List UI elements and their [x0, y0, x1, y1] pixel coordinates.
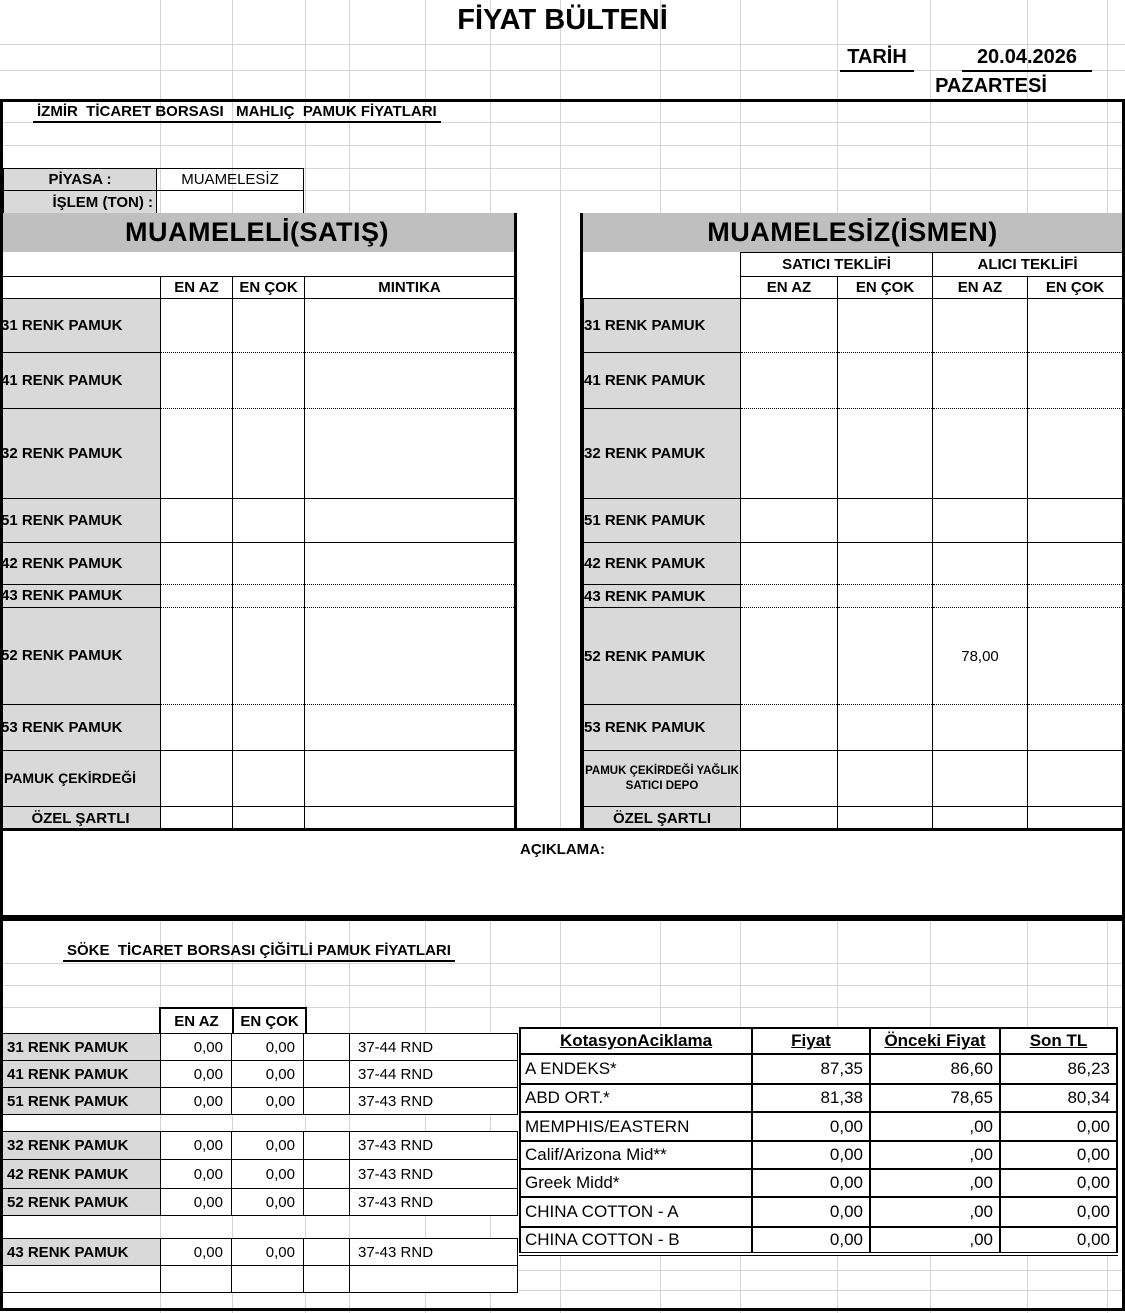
empty-cell [838, 751, 933, 807]
empty-cell [304, 1132, 350, 1160]
empty-cell [933, 807, 1028, 831]
empty-cell [3, 1266, 161, 1293]
row-label: PAMUK ÇEKİRDEĞİ [1, 750, 161, 806]
empty-cell [838, 409, 933, 499]
en-az-value: 0,00 [161, 1189, 232, 1216]
empty-cell [350, 1266, 518, 1293]
row-label: 43 RENK PAMUK [3, 1239, 161, 1266]
region-value: 37-43 RND [350, 1160, 518, 1189]
empty-cell [304, 1088, 350, 1115]
empty-cell [838, 807, 933, 831]
gridline [0, 963, 1125, 964]
row-label: 32 RENK PAMUK [584, 409, 741, 499]
row-label: 53 RENK PAMUK [1, 704, 161, 750]
col-header-en-az: EN AZ [160, 1008, 233, 1034]
empty-cell [304, 1061, 350, 1088]
fiyat-value: 81,38 [752, 1084, 870, 1112]
onceki-fiyat-value: ,00 [870, 1169, 1000, 1197]
row-label: 42 RENK PAMUK [1, 542, 161, 584]
col-header-en-az: EN AZ [161, 276, 233, 298]
empty-cell [161, 1266, 232, 1293]
row-label: 31 RENK PAMUK [3, 1034, 161, 1061]
region-value: 37-44 RND [350, 1061, 518, 1088]
onceki-fiyat-value: ,00 [870, 1112, 1000, 1141]
empty-cell [305, 298, 515, 352]
empty-cell [933, 705, 1028, 751]
empty-cell [933, 299, 1028, 353]
en-cok-value: 0,00 [232, 1061, 304, 1088]
empty-cell [305, 498, 515, 542]
row-label: 43 RENK PAMUK [1, 584, 161, 607]
row-label: 41 RENK PAMUK [3, 1061, 161, 1088]
empty-cell [233, 584, 305, 607]
empty-cell [305, 408, 515, 498]
empty-cell [233, 806, 305, 830]
empty-cell [584, 253, 741, 299]
col-header-onceki-fiyat: Önceki Fiyat [870, 1028, 1000, 1054]
fiyat-value: 87,35 [752, 1054, 870, 1084]
muamelesiz-table [580, 213, 1122, 831]
empty-cell [305, 704, 515, 750]
col-header-en-cok: EN ÇOK [233, 276, 305, 298]
empty-cell [304, 1266, 350, 1293]
empty-cell [741, 499, 838, 543]
row-label: 42 RENK PAMUK [584, 543, 741, 585]
region-value: 37-43 RND [350, 1132, 518, 1160]
kotasyon-name: Calif/Arizona Mid** [520, 1141, 752, 1169]
col-header-son-tl: Son TL [1000, 1028, 1117, 1054]
empty-cell [1, 252, 515, 276]
kotasyon-name: Greek Midd* [520, 1169, 752, 1197]
col-header-fiyat: Fiyat [752, 1028, 870, 1054]
muameleli-title: MUAMELELİ(SATIŞ) [0, 213, 514, 252]
row-label: 53 RENK PAMUK [584, 705, 741, 751]
en-cok-value: 0,00 [232, 1132, 304, 1160]
onceki-fiyat-value: 86,60 [870, 1054, 1000, 1084]
son-tl-value: 0,00 [1000, 1227, 1117, 1254]
empty-cell [741, 543, 838, 585]
empty-cell [305, 352, 515, 408]
en-cok-value: 0,00 [232, 1189, 304, 1216]
empty-cell [304, 1160, 350, 1189]
empty-cell [933, 585, 1028, 608]
col-header-kotasyon: KotasyonAciklama [520, 1028, 752, 1054]
row-label: 32 RENK PAMUK [3, 1132, 161, 1160]
row-label: 32 RENK PAMUK [1, 408, 161, 498]
aciklama-label: AÇIKLAMA: [520, 841, 605, 858]
row-label: 42 RENK PAMUK [3, 1160, 161, 1189]
aciklama-box [0, 828, 1125, 918]
row-label: 41 RENK PAMUK [584, 353, 741, 409]
piyasa-label: PİYASA : [3, 168, 157, 191]
empty-cell [1028, 353, 1123, 409]
empty-cell [838, 585, 933, 608]
empty-cell [161, 298, 233, 352]
empty-cell [304, 1189, 350, 1216]
son-tl-value: 0,00 [1000, 1112, 1117, 1141]
kotasyon-table [519, 1027, 1118, 1256]
row-label: ÖZEL ŞARTLI [584, 807, 741, 831]
empty-cell [233, 408, 305, 498]
empty-cell [741, 299, 838, 353]
empty-cell [838, 499, 933, 543]
empty-cell [161, 607, 233, 704]
empty-cell [838, 353, 933, 409]
fiyat-value: 0,00 [752, 1227, 870, 1254]
col-header-en-az: EN AZ [933, 277, 1028, 299]
col-header-en-cok: EN ÇOK [838, 277, 933, 299]
empty-cell [1028, 299, 1123, 353]
muameleli-table [0, 213, 517, 831]
en-az-value: 0,00 [161, 1034, 232, 1061]
row-label: 31 RENK PAMUK [1, 298, 161, 352]
soke-table-b [2, 1131, 518, 1216]
col-header-en-cok: EN ÇOK [233, 1008, 306, 1034]
empty-cell [1028, 705, 1123, 751]
date-label: TARİH [840, 46, 914, 72]
empty-cell [161, 498, 233, 542]
empty-cell [1, 276, 161, 298]
empty-cell [1028, 585, 1123, 608]
empty-cell [305, 607, 515, 704]
empty-cell [233, 352, 305, 408]
en-cok-value: 0,00 [232, 1034, 304, 1061]
empty-cell [233, 542, 305, 584]
gridline [0, 985, 1125, 986]
date-value: 20.04.2026 [962, 46, 1092, 72]
empty-cell [838, 705, 933, 751]
kotasyon-name: MEMPHIS/EASTERN [520, 1112, 752, 1141]
kotasyon-name: CHINA COTTON - B [520, 1227, 752, 1254]
empty-cell [1028, 543, 1123, 585]
onceki-fiyat-value: ,00 [870, 1141, 1000, 1169]
empty-cell [232, 1266, 304, 1293]
fiyat-value: 0,00 [752, 1169, 870, 1197]
alici-teklifi-header: ALICI TEKLİFİ [933, 253, 1123, 277]
empty-cell [233, 298, 305, 352]
row-label: 51 RENK PAMUK [584, 499, 741, 543]
islem-label: İŞLEM (TON) : [3, 190, 157, 214]
en-cok-value: 0,00 [232, 1088, 304, 1115]
empty-cell [933, 543, 1028, 585]
region-value: 37-43 RND [350, 1088, 518, 1115]
son-tl-value: 80,34 [1000, 1084, 1117, 1112]
fiyat-value: 0,00 [752, 1197, 870, 1227]
empty-cell [741, 807, 838, 831]
en-az-value: 0,00 [161, 1160, 232, 1189]
soke-header [159, 1007, 307, 1035]
row-label: 52 RENK PAMUK [584, 608, 741, 705]
empty-cell [233, 607, 305, 704]
son-tl-value: 0,00 [1000, 1141, 1117, 1169]
empty-cell [933, 499, 1028, 543]
row-label: 52 RENK PAMUK [1, 607, 161, 704]
empty-cell [741, 608, 838, 705]
row-label: 43 RENK PAMUK [584, 585, 741, 608]
izmir-section-title: İZMİR TİCARET BORSASI MAHLIÇ PAMUK FİYATLARI [33, 103, 441, 123]
onceki-fiyat-value: ,00 [870, 1227, 1000, 1254]
en-az-value: 0,00 [161, 1061, 232, 1088]
soke-section-title: SÖKE TİCARET BORSASI ÇİĞİTLİ PAMUK FİYATLARI [63, 942, 455, 962]
en-az-value: 0,00 [161, 1132, 232, 1160]
empty-cell [233, 498, 305, 542]
empty-cell [1028, 751, 1123, 807]
en-cok-value: 0,00 [232, 1239, 304, 1266]
en-cok-value: 0,00 [232, 1160, 304, 1189]
empty-cell [838, 299, 933, 353]
page-title: FİYAT BÜLTENİ [457, 4, 668, 36]
empty-cell [161, 408, 233, 498]
satici-teklifi-header: SATICI TEKLİFİ [741, 253, 933, 277]
empty-cell [304, 1239, 350, 1266]
row-label: 51 RENK PAMUK [3, 1088, 161, 1115]
en-az-value: 0,00 [161, 1088, 232, 1115]
empty-cell [933, 409, 1028, 499]
kotasyon-name: A ENDEKS* [520, 1054, 752, 1084]
empty-cell [838, 543, 933, 585]
islem-value [156, 190, 304, 214]
onceki-fiyat-value: ,00 [870, 1197, 1000, 1227]
onceki-fiyat-value: 78,65 [870, 1084, 1000, 1112]
empty-cell [1028, 807, 1123, 831]
col-header-en-az: EN AZ [741, 277, 838, 299]
region-value: 37-43 RND [350, 1239, 518, 1266]
kotasyon-name: CHINA COTTON - A [520, 1197, 752, 1227]
gridline [0, 70, 1125, 71]
row-label: 31 RENK PAMUK [584, 299, 741, 353]
region-value: 37-44 RND [350, 1034, 518, 1061]
son-tl-value: 0,00 [1000, 1197, 1117, 1227]
empty-cell [161, 750, 233, 806]
empty-cell [741, 353, 838, 409]
soke-table-c [2, 1238, 518, 1293]
son-tl-value: 86,23 [1000, 1054, 1117, 1084]
gridline [0, 44, 1125, 45]
empty-cell [741, 409, 838, 499]
empty-cell [305, 750, 515, 806]
empty-cell [305, 806, 515, 830]
empty-cell [305, 542, 515, 584]
empty-cell [161, 542, 233, 584]
row-label: ÖZEL ŞARTLI [1, 806, 161, 830]
soke-table-a [2, 1033, 518, 1115]
row-label: PAMUK ÇEKİRDEĞİ YAĞLIK SATICI DEPO [584, 751, 741, 807]
empty-cell [1028, 608, 1123, 705]
row-label: 52 RENK PAMUK [3, 1189, 161, 1216]
day-label: PAZARTESİ [935, 75, 1047, 97]
value-52-alici-en-az: 78,00 [933, 608, 1028, 705]
row-label: 41 RENK PAMUK [1, 352, 161, 408]
fiyat-value: 0,00 [752, 1112, 870, 1141]
en-az-value: 0,00 [161, 1239, 232, 1266]
fiyat-value: 0,00 [752, 1141, 870, 1169]
empty-cell [305, 584, 515, 607]
empty-cell [1028, 499, 1123, 543]
empty-cell [233, 704, 305, 750]
empty-cell [741, 705, 838, 751]
empty-cell [933, 751, 1028, 807]
piyasa-value: MUAMELESİZ [156, 168, 304, 191]
empty-cell [838, 608, 933, 705]
empty-cell [161, 806, 233, 830]
empty-cell [1028, 409, 1123, 499]
row-label: 51 RENK PAMUK [1, 498, 161, 542]
gridline [0, 145, 1125, 146]
empty-cell [304, 1034, 350, 1061]
region-value: 37-43 RND [350, 1189, 518, 1216]
empty-cell [161, 352, 233, 408]
empty-cell [741, 751, 838, 807]
kotasyon-name: ABD ORT.* [520, 1084, 752, 1112]
empty-cell [741, 585, 838, 608]
muamelesiz-title: MUAMELESİZ(İSMEN) [583, 213, 1122, 252]
col-header-mintika: MINTIKA [305, 276, 515, 298]
son-tl-value: 0,00 [1000, 1169, 1117, 1197]
empty-cell [933, 353, 1028, 409]
col-header-en-cok: EN ÇOK [1028, 277, 1123, 299]
empty-cell [233, 750, 305, 806]
empty-cell [161, 704, 233, 750]
empty-cell [161, 584, 233, 607]
